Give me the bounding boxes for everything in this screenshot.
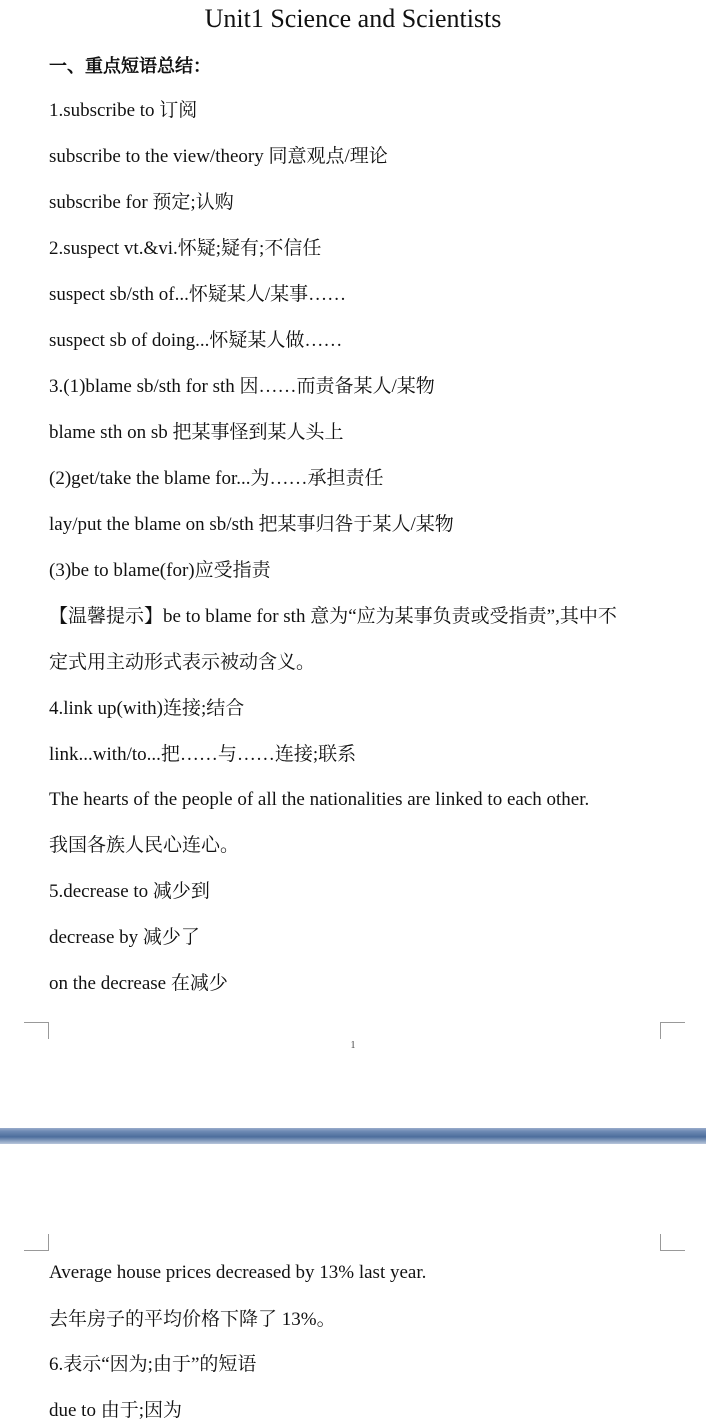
margin-corner-mark bbox=[660, 1022, 685, 1039]
margin-corner-mark bbox=[24, 1234, 49, 1251]
document-title: Unit1 Science and Scientists bbox=[204, 4, 502, 33]
text-line: 4.link up(with)连接;结合 bbox=[49, 698, 245, 719]
tip-line: 【温馨提示】be to blame for sth 意为“应为某事负责或受指责”,其中不 bbox=[49, 606, 617, 627]
text-line: subscribe for 预定;认购 bbox=[49, 192, 234, 213]
margin-corner-mark bbox=[660, 1234, 685, 1251]
text-line: due to 由于;因为 bbox=[49, 1400, 182, 1421]
text-line: suspect sb of doing...怀疑某人做…… bbox=[49, 330, 343, 351]
text-line: decrease by 减少了 bbox=[49, 927, 200, 948]
example-translation: 去年房子的平均价格下降了 13%。 bbox=[49, 1309, 336, 1330]
text-line: 1.subscribe to 订阅 bbox=[49, 100, 198, 121]
tip-line: 定式用主动形式表示被动含义。 bbox=[49, 652, 316, 673]
page-break-gap bbox=[0, 1128, 706, 1144]
text-line: 3.(1)blame sb/sth for sth 因……而责备某人/某物 bbox=[49, 376, 435, 397]
text-line: blame sth on sb 把某事怪到某人头上 bbox=[49, 422, 344, 443]
margin-corner-mark bbox=[24, 1022, 49, 1039]
example-sentence: Average house prices decreased by 13% last year. bbox=[49, 1262, 427, 1283]
text-line: (2)get/take the blame for...为……承担责任 bbox=[49, 468, 384, 489]
text-line: subscribe to the view/theory 同意观点/理论 bbox=[49, 146, 388, 167]
text-line: 6.表示“因为;由于”的短语 bbox=[49, 1354, 257, 1375]
page-number: 1 bbox=[350, 1040, 356, 1051]
text-line: link...with/to...把……与……连接;联系 bbox=[49, 744, 357, 765]
text-line: suspect sb/sth of...怀疑某人/某事…… bbox=[49, 284, 347, 305]
section-heading: 一、重点短语总结： bbox=[49, 56, 211, 77]
text-line: on the decrease 在减少 bbox=[49, 973, 228, 994]
example-sentence: The hearts of the people of all the nationalities are linked to each other. bbox=[49, 789, 590, 810]
example-translation: 我国各族人民心连心。 bbox=[49, 835, 240, 856]
text-line: 2.suspect vt.&vi.怀疑;疑有;不信任 bbox=[49, 238, 322, 259]
document-page-2 bbox=[0, 1144, 706, 1421]
text-line: 5.decrease to 减少到 bbox=[49, 881, 210, 902]
text-line: (3)be to blame(for)应受指责 bbox=[49, 560, 271, 581]
text-line: lay/put the blame on sb/sth 把某事归咎于某人/某物 bbox=[49, 514, 454, 535]
